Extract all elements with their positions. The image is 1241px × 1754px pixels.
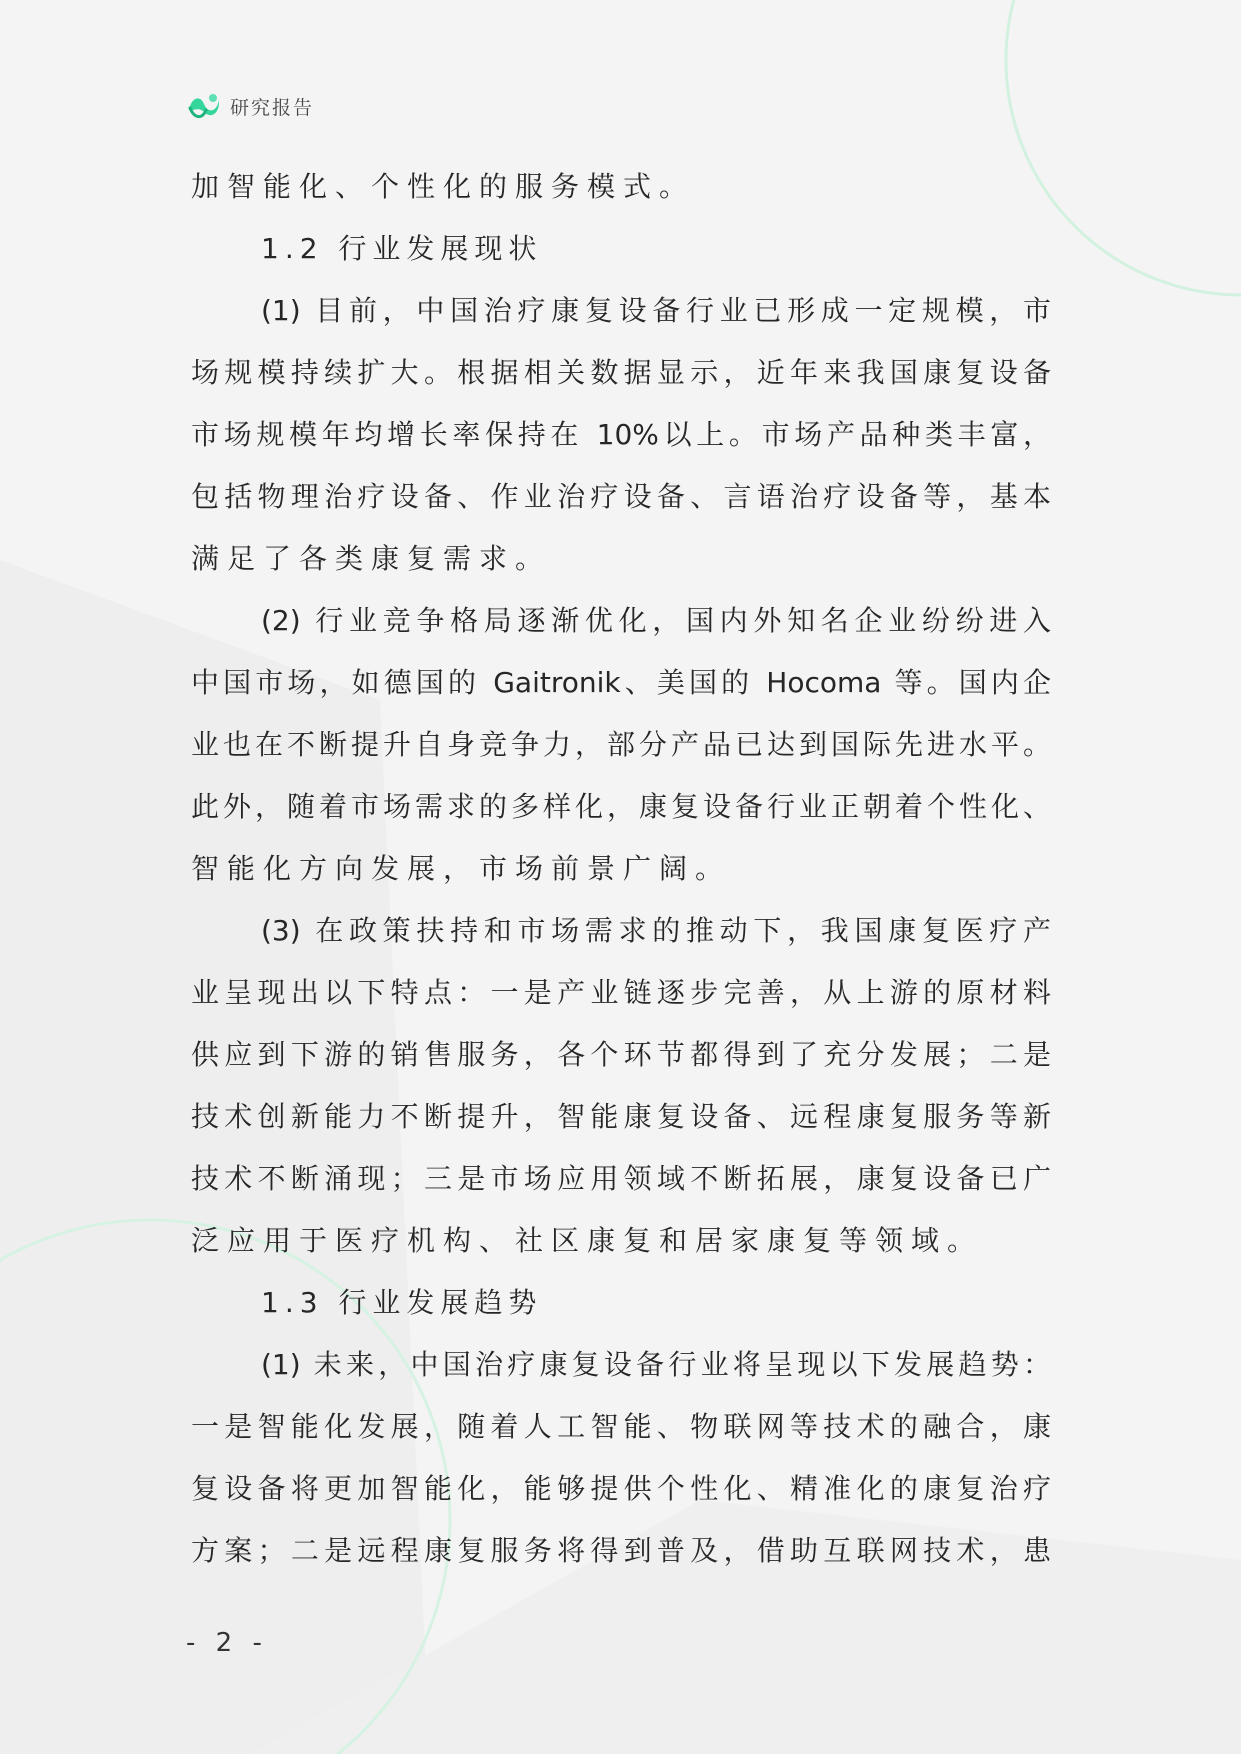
paragraph-line: 满足了各类康复需求。: [191, 542, 552, 575]
paragraph-line: (1) 目前，中国治疗康复设备行业已形成一定规模，市: [261, 294, 1051, 327]
page-header: [186, 88, 314, 124]
paragraph-line: 业也在不断提升自身竞争力，部分产品已达到国际先进水平。: [191, 728, 1051, 761]
paragraph-line: 技术创新能力不断提升，智能康复设备、远程康复服务等新: [191, 1100, 1051, 1133]
paragraph-line: 包括物理治疗设备、作业治疗设备、言语治疗设备等，基本: [191, 480, 1051, 513]
section-heading: 1.2 行业发展现状: [261, 232, 543, 265]
paragraph-line: (3) 在政策扶持和市场需求的推动下，我国康复医疗产: [261, 914, 1051, 947]
paragraph-line: 加智能化、个性化的服务模式。: [191, 170, 696, 203]
paragraph-line: 市场规模年均增长率保持在 10%以上。市场产品种类丰富，: [191, 418, 1051, 451]
body-text: [191, 156, 1051, 1582]
paragraph-line: (1) 未来，中国治疗康复设备行业将呈现以下发展趋势：: [261, 1348, 1051, 1381]
paragraph-line: 智能化方向发展，市场前景广阔。: [191, 852, 732, 885]
paragraph-line: 供应到下游的销售服务，各个环节都得到了充分发展；二是: [191, 1038, 1051, 1071]
section-heading: 1.3 行业发展趋势: [261, 1286, 543, 1319]
header-title: 研究报告: [230, 96, 315, 119]
paragraph-line: 此外，随着市场需求的多样化，康复设备行业正朝着个性化、: [191, 790, 1051, 823]
paragraph-line: 业呈现出以下特点：一是产业链逐步完善，从上游的原材料: [191, 976, 1051, 1009]
green-leaf-logo-icon: [186, 88, 222, 124]
paragraph-line: 方案；二是远程康复服务将得到普及，借助互联网技术，患: [191, 1534, 1051, 1567]
paragraph-line: 一是智能化发展，随着人工智能、物联网等技术的融合，康: [191, 1410, 1051, 1443]
paragraph-line: 泛应用于医疗机构、社区康复和居家康复等领域。: [191, 1224, 984, 1257]
paragraph-line: 中国市场，如德国的 Gaitronik、美国的 Hocoma 等。国内企: [191, 666, 1051, 699]
paragraph-line: 复设备将更加智能化，能够提供个性化、精准化的康复治疗: [191, 1472, 1051, 1505]
paragraph-line: (2) 行业竞争格局逐渐优化，国内外知名企业纷纷进入: [261, 604, 1051, 637]
paragraph-line: 场规模持续扩大。根据相关数据显示，近年来我国康复设备: [191, 356, 1051, 389]
paragraph-line: 技术不断涌现；三是市场应用领域不断拓展，康复设备已广: [191, 1162, 1051, 1195]
page-number: - 2 -: [186, 1628, 268, 1658]
